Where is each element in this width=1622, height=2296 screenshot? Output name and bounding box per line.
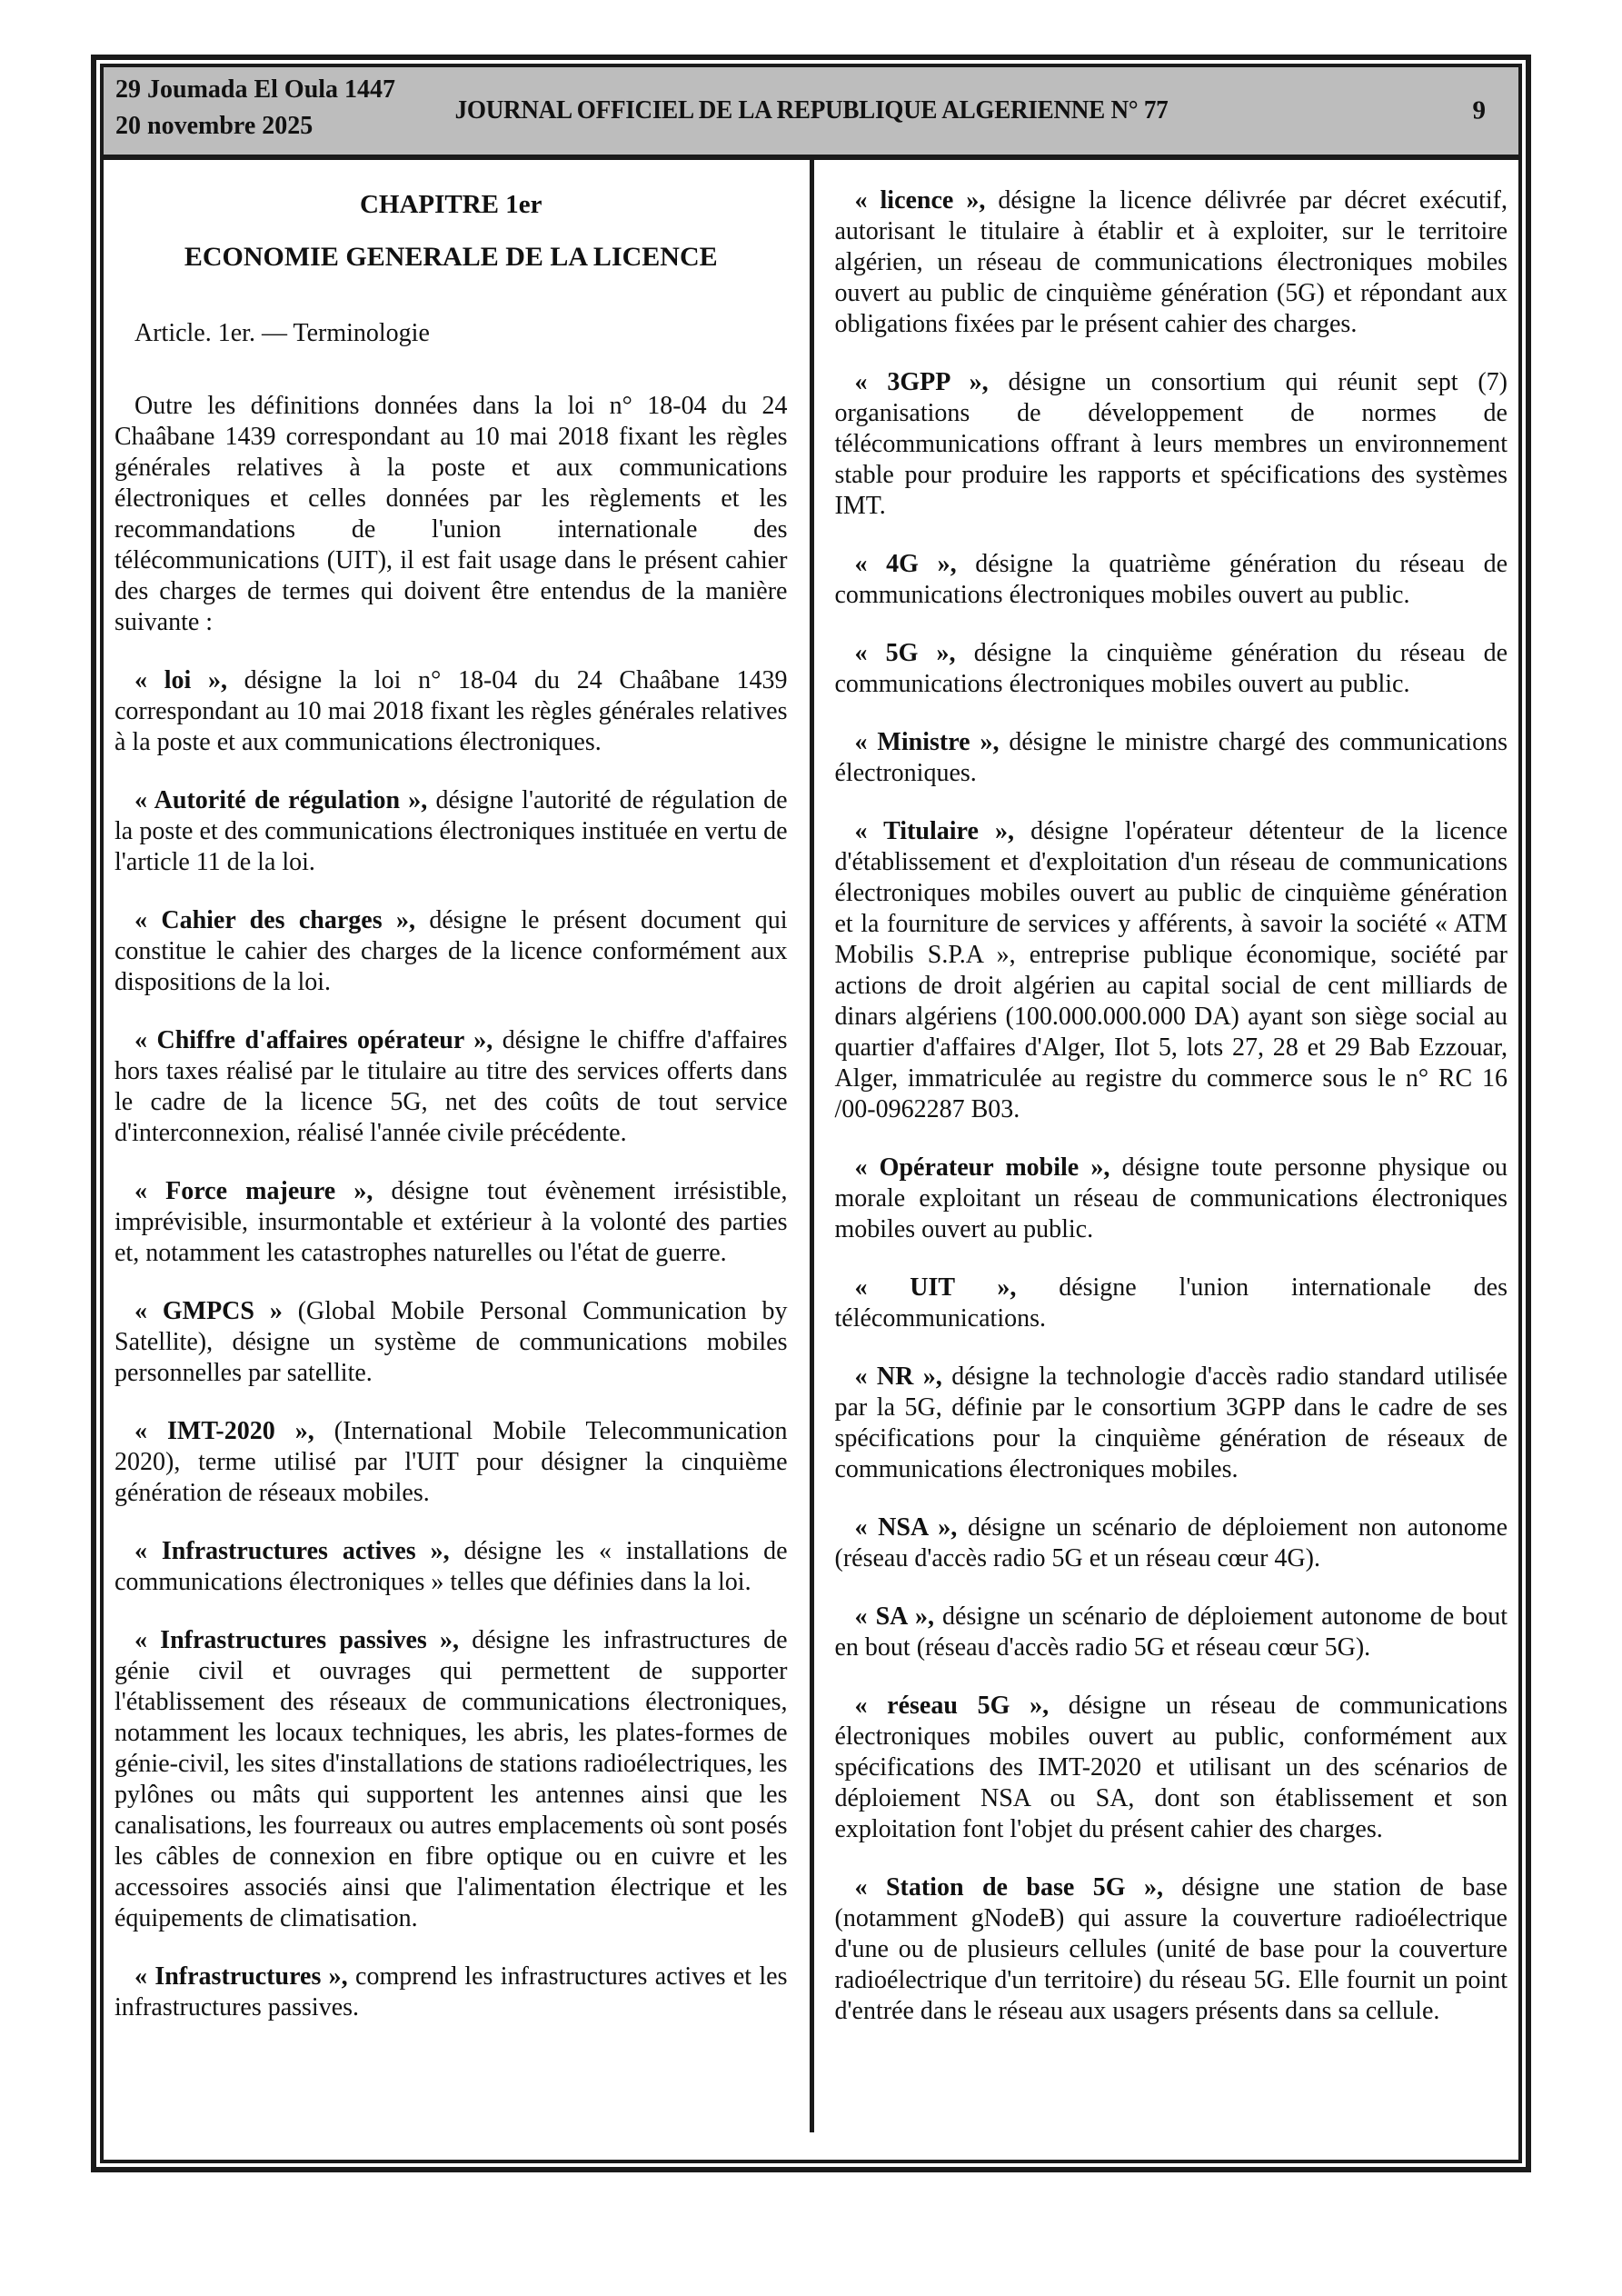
definition-term: « Cahier des charges », [134, 906, 415, 934]
definition-paragraph: « SA », désigne un scénario de déploiement autonome de bout en bout (réseau d'accès radio 5G et réseau cœur 5G). [834, 1602, 1508, 1662]
definition-paragraph: « GMPCS » (Global Mobile Personal Communication by Satellite), désigne un système de communications mobiles personnelles par satellite. [114, 1297, 788, 1387]
definition-paragraph: « Titulaire », désigne l'opérateur détenteur de la licence d'établissement et d'exploitation d'un réseau de communications électroniques mobiles ouvert au public de cinquième génération et la fourniture de services y afférents, à savoir la société « ATM Mobilis S.P.A », entreprise publique économique, société par actions de droit algérien au capital social de cent milliards de dinars algériens (100.000.000.000 DA) ayant son siège social au quartier d'affaires d'Alger, Ilot 5, lots 27, 28 et 29 Bab Ezzouar, Alger, immatriculée au registre du commerce sous le n° RC 16 /00-0962287 B03. [834, 817, 1508, 1123]
definition-term: « loi », [134, 666, 227, 694]
page-frame [91, 55, 1531, 2172]
definition-term: « Infrastructures passives », [134, 1626, 460, 1654]
definition-paragraph: « loi », désigne la loi n° 18-04 du 24 Chaâbane 1439 correspondant au 10 mai 2018 fixant les règles générales relatives à la poste et aux communications électroniques. [114, 666, 788, 756]
definition-term: « Infrastructures actives », [134, 1537, 450, 1565]
page-content [104, 160, 1518, 2160]
definition-paragraph: « 5G », désigne la cinquième génération du réseau de communications électroniques mobiles ouvert au public. [834, 639, 1508, 698]
page-number: 9 [1472, 95, 1486, 125]
page-frame-inner [100, 64, 1522, 2163]
definition-paragraph: « Opérateur mobile », désigne toute personne physique ou morale exploitant un réseau de communications électroniques mobiles ouvert au public. [834, 1153, 1508, 1243]
definition-term: « Opérateur mobile », [854, 1153, 1110, 1182]
definition-term: « Titulaire », [854, 817, 1015, 845]
definition-paragraph: « 3GPP », désigne un consortium qui réunit sept (7) organisations de développement de normes de télécommunications offrant à leurs membres un environnement stable pour produire les rapports et spécifications des systèmes IMT. [834, 368, 1508, 520]
definition-term: « NSA », [854, 1513, 958, 1542]
definition-term: « Station de base 5G », [854, 1873, 1163, 1902]
definition-term: « UIT », [854, 1273, 1017, 1302]
definition-paragraph: « Ministre », désigne le ministre chargé des communications électroniques. [834, 728, 1508, 787]
definition-term: « 5G », [854, 639, 956, 667]
definition-paragraph: « Chiffre d'affaires opérateur », désigne le chiffre d'affaires hors taxes réalisé par le titulaire au titre des services offerts dans le cadre de la licence 5G, net des coûts de tout service d'interconnexion, réalisé l'année civile précédente. [114, 1026, 788, 1147]
left-definitions [114, 665, 788, 2023]
definition-term: « Autorité de régulation », [134, 786, 428, 814]
definition-paragraph: « Infrastructures », comprend les infrastructures actives et les infrastructures passives. [114, 1962, 788, 2021]
definition-term: « GMPCS » [134, 1297, 283, 1325]
chapter-heading: CHAPITRE 1er [359, 190, 542, 219]
chapter-title: ECONOMIE GENERALE DE LA LICENCE [184, 242, 718, 272]
definition-term: « 4G », [854, 550, 957, 578]
definition-paragraph: « NR », désigne la technologie d'accès radio standard utilisée par la 5G, définie par le consortium 3GPP dans le cadre de ses spécifications pour la cinquième génération de réseaux de communications électroniques mobiles. [834, 1363, 1508, 1483]
definition-term: « réseau 5G », [854, 1692, 1050, 1720]
journal-title: JOURNAL OFFICIEL DE LA REPUBLIQUE ALGERIENNE N° 77 [454, 96, 1168, 125]
definition-paragraph: « licence », désigne la licence délivrée par décret exécutif, autorisant le titulaire à établir et à exploiter, sur le territoire algérien, un réseau de communications électroniques mobiles ouvert au public de cinquième génération (5G) et répondant aux obligations fixées par le présent cahier des charges. [834, 186, 1508, 338]
date-hijri: 29 Joumada El Oula 1447 [115, 75, 396, 104]
definition-paragraph: « Station de base 5G », désigne une station de base (notamment gNodeB) qui assure la couverture radioélectrique d'une ou de plusieurs cellules (unité de base pour la couverture radioélectrique d'un territoire) du réseau 5G. Elle fournit un point d'entrée dans le réseau aux usagers présents dans sa cellule. [834, 1873, 1508, 2025]
definition-term: « 3GPP », [854, 368, 989, 396]
definition-paragraph: « Autorité de régulation », désigne l'autorité de régulation de la poste et des communications électroniques instituée en vertu de l'article 11 de la loi. [114, 786, 788, 876]
article-line: Article. 1er. — Terminologie [134, 319, 430, 347]
definition-term: « SA », [854, 1602, 934, 1631]
definition-paragraph: « Force majeure », désigne tout évènement irrésistible, imprévisible, insurmontable et extérieur à la volonté des parties et, notamment les catastrophes naturelles ou l'état de guerre. [114, 1177, 788, 1267]
header-dates [115, 72, 395, 145]
date-gregorian: 20 novembre 2025 [115, 112, 313, 140]
definition-term: « licence », [854, 186, 986, 215]
definition-paragraph: « IMT-2020 », (International Mobile Telecommunication 2020), terme utilisé par l'UIT pour désigner la cinquième génération de réseaux mobiles. [114, 1417, 788, 1507]
definition-term: « IMT-2020 », [134, 1417, 314, 1445]
journal-header [104, 67, 1518, 160]
intro-paragraph: Outre les définitions données dans la loi n° 18-04 du 24 Chaâbane 1439 correspondant au 10 mai 2018 fixant les règles générales relatives à la poste et aux communications électroniques et celles données par les règlements et les recommandations de l'union internationale des télécommunications (UIT), il est fait usage dans le présent cahier des charges de termes qui doivent être entendus de la manière suivante : [114, 392, 788, 636]
definition-term: « Ministre », [854, 728, 1000, 756]
left-column [104, 160, 811, 2160]
right-column [811, 160, 1519, 2160]
definition-paragraph: « NSA », désigne un scénario de déploiement non autonome (réseau d'accès radio 5G et un réseau cœur 4G). [834, 1513, 1508, 1572]
right-definitions [835, 185, 1508, 2027]
definition-paragraph: « 4G », désigne la quatrième génération du réseau de communications électroniques mobiles ouvert au public. [834, 550, 1508, 609]
definition-paragraph: « Infrastructures actives », désigne les « installations de communications électroniques » telles que définies dans la loi. [114, 1537, 788, 1596]
definition-paragraph: « réseau 5G », désigne un réseau de communications électroniques mobiles ouvert au public, conformément aux spécifications des IMT-2020 et utilisant un des scénarios de déploiement NSA ou SA, dont son établissement et son exploitation font l'objet du présent cahier des charges. [834, 1692, 1508, 1843]
definition-term: « NR », [854, 1363, 942, 1391]
definition-paragraph: « Infrastructures passives », désigne les infrastructures de génie civil et ouvrages qui permettent de supporter l'établissement des réseaux de communications électroniques, notamment les locaux techniques, les abris, les plates-formes de génie-civil, les sites d'installations de stations radioélectriques, les pylônes ou mâts qui supportent les antennes ainsi que les canalisations, les fourreaux ou autres emplacements où sont posés les câbles de connexion en fibre optique ou en cuivre et les accessoires associés ainsi que l'alimentation électrique et les équipements de climatisation. [114, 1626, 788, 1932]
definition-term: « Force majeure », [134, 1177, 373, 1205]
definition-term: « Infrastructures », [134, 1962, 348, 1991]
definition-term: « Chiffre d'affaires opérateur », [134, 1026, 493, 1054]
definition-paragraph: « Cahier des charges », désigne le présent document qui constitue le cahier des charges de la licence conformément aux dispositions de la loi. [114, 906, 788, 996]
definition-paragraph: « UIT », désigne l'union internationale des télécommunications. [834, 1273, 1508, 1333]
